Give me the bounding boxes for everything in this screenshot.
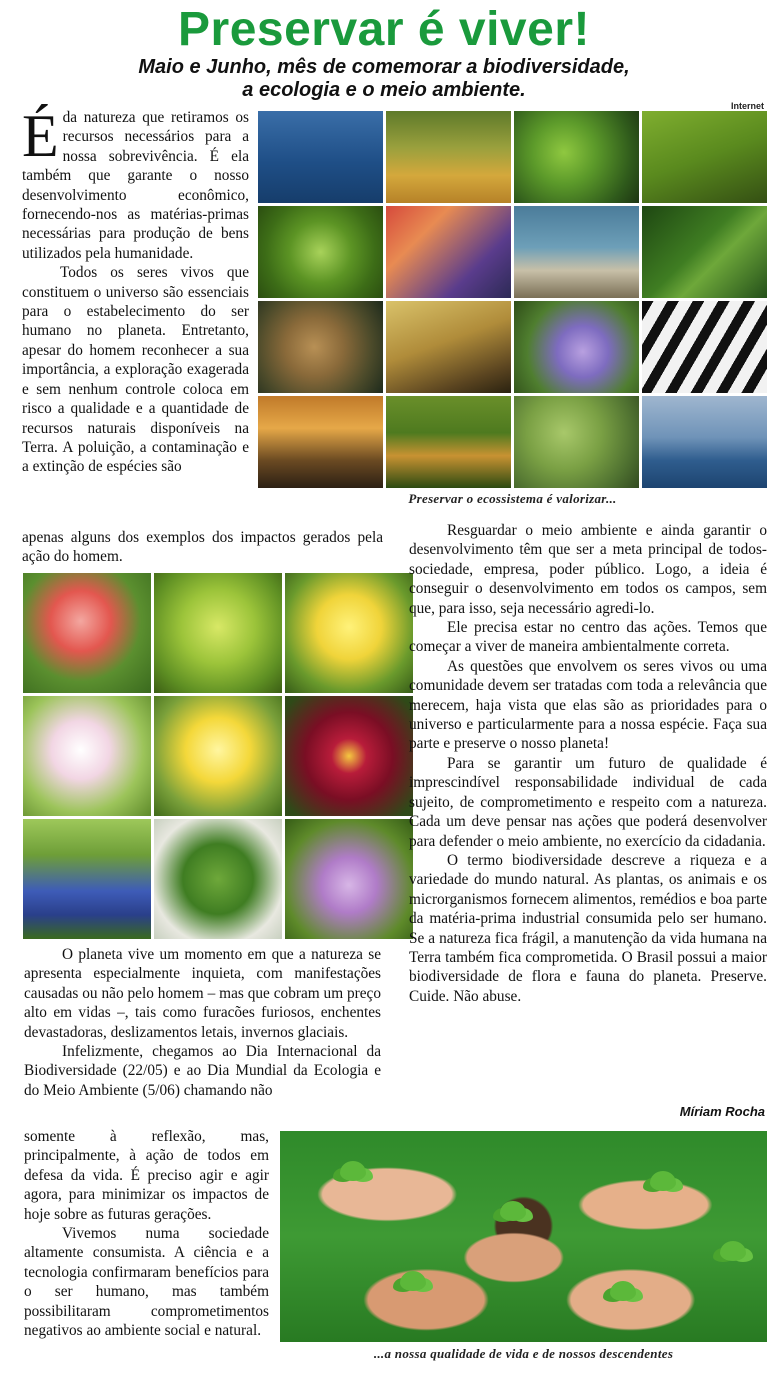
- glass-globe-photo: [258, 206, 383, 298]
- paragraph-1: Éda natureza que retiramos os recursos necessários para a nossa sobrevivência. É ela também que garante o nosso desenvolvimento econômico, fornecendo-nos as matérias-primas necessárias para produção de bens utilizados pela humanidade.: [22, 103, 249, 262]
- paragraph-4: Infelizmente, chegamos ao Dia Internacional da Biodiversidade (22/05) e ao Dia Mundial da Ecologia e do Meio Ambiente (5/06) chamando não: [24, 1043, 381, 1099]
- grid-caption: Preservar o ecossistema é valorizar...: [408, 491, 617, 506]
- yellow-flower-photo: [285, 573, 413, 693]
- paragraph-3: O planeta vive um momento em que a natureza se apresenta especialmente inquieta, com manifestações causadas ou não pelo homem – mas que cobram um preço alto em vidas –, tais como furacões furiosos, enchentes devastadoras, deslizamentos letais, invernos glaciais.: [24, 946, 381, 1041]
- paragraph-4-continued: somente à reflexão, mas, principalmente, à ação de todos em defesa da vida. É preciso agir e agir agora, para minimizar os impactos de hoje sobre as futuras gerações.: [24, 1128, 269, 1223]
- swan-photo: [258, 111, 383, 203]
- lily-pad-photo: [514, 396, 639, 488]
- nature-photo-grid: [258, 111, 767, 488]
- dog-running-photo: [514, 206, 639, 298]
- child-photo: [386, 206, 511, 298]
- page-title: Preservar é viver!: [178, 3, 590, 56]
- paragraph-r4: Para se garantir um futuro de qualidade é imprescindível responsabilidade individual de cada sujeito, de comprometimento e respeito com a natureza. Cada um deve pensar nas ações que poderá desenvolver para defender o meio ambiente, no exercício da cidadania.: [409, 754, 767, 850]
- article-col-left-bottom: [24, 945, 381, 1100]
- paragraph-2: Todos os seres vivos que constituem o universo são essenciais para o estabelecimento do ser humano no planeta. Entretanto, apesar do homem reconhecer a sua importância, a exploração exagerada e sem nenhum controle coloca em risco a qualidade e a quantidade de recursos naturais disponíveis na Terra. A poluição, a contaminação e a extinção de espécies são: [22, 264, 249, 476]
- paragraph-5: Vivemos numa sociedade altamente consumista. A ciência e a tecnologia confirmaram benefícios para o ser humano, mas também possibilitaram comprometimentos negativos ao ambiente social e natural.: [24, 1225, 269, 1340]
- bottom-caption: ...a nossa qualidade de vida e de nossos descendentes: [373, 1346, 674, 1361]
- paragraph-r1: Resguardar o meio ambiente e ainda garantir o desenvolvimento têm que ser a meta principal de todos- sociedade, empresa, poder público. Logo, a ideia é conseguir o desenvolvimento em todos os campos, sem que, para isso, seja necessário agredi-lo.: [409, 522, 767, 617]
- flower-bee-photo: [514, 301, 639, 393]
- leaf-dew-photo: [642, 206, 767, 298]
- snake-photo: [258, 396, 383, 488]
- green-leaves-photo: [154, 819, 282, 939]
- paragraph-r2: Ele precisa estar no centro das ações. Temos que começar a viver de maneira ambientalmente correta.: [409, 619, 767, 656]
- muscari-photo: [23, 819, 151, 939]
- allium-photo: [285, 819, 413, 939]
- cheetah-photo: [386, 301, 511, 393]
- zebra-photo: [642, 301, 767, 393]
- paragraph-r5: O termo biodiversidade descreve a riqueza e a variedade do mundo natural. As plantas, os animais e os microrganismos fornecem alimentos, remédios e boa parte da matéria-prima industrial consumida pelo ser humano. Se a natureza fica frágil, a manutenção da vida humana na Terra também fica comprometida. O Brasil possui a maior biodiversidade de flora e fauna do planeta. Preserve. Cuide. Não abuse.: [409, 851, 767, 1005]
- whale-tail-photo: [642, 396, 767, 488]
- hands-seedlings-photo: [280, 1131, 767, 1342]
- tulip-photo: [23, 573, 151, 693]
- fish-photo: [258, 301, 383, 393]
- article-col-left-narrow: [24, 1127, 269, 1340]
- article-col-left-top: [22, 103, 249, 477]
- apple-blossom-photo: [23, 696, 151, 816]
- subtitle-line-2: a ecologia e o meio ambiente.: [242, 79, 526, 101]
- drop-cap: É: [22, 103, 59, 169]
- author-name: Míriam Rocha: [679, 1104, 765, 1119]
- flower-photo-grid: [23, 573, 413, 939]
- page-subtitle: [0, 56, 768, 102]
- pansy-photo: [285, 696, 413, 816]
- paragraph-2-continued: apenas alguns dos exemplos dos impactos gerados pela ação do homem.: [22, 529, 383, 566]
- monkey-photo: [386, 396, 511, 488]
- horses-photo: [386, 111, 511, 203]
- frog-photo: [514, 111, 639, 203]
- article-col-right: [409, 521, 767, 1006]
- daffodils-photo: [154, 696, 282, 816]
- maple-leaves-photo: [154, 573, 282, 693]
- subtitle-line-1: Maio e Junho, mês de comemorar a biodiversidade,: [138, 56, 630, 78]
- toucan-photo: [642, 111, 767, 203]
- paragraph-r3: As questões que envolvem os seres vivos ou uma comunidade devem ser tratadas com toda a relevância que merecem, haja vista que elas são as prioridades para o universo e particularmente para a nossa espécie. Faça sua parte e preserve o nosso planeta!: [409, 657, 767, 753]
- photo-credit: Internet: [730, 101, 764, 111]
